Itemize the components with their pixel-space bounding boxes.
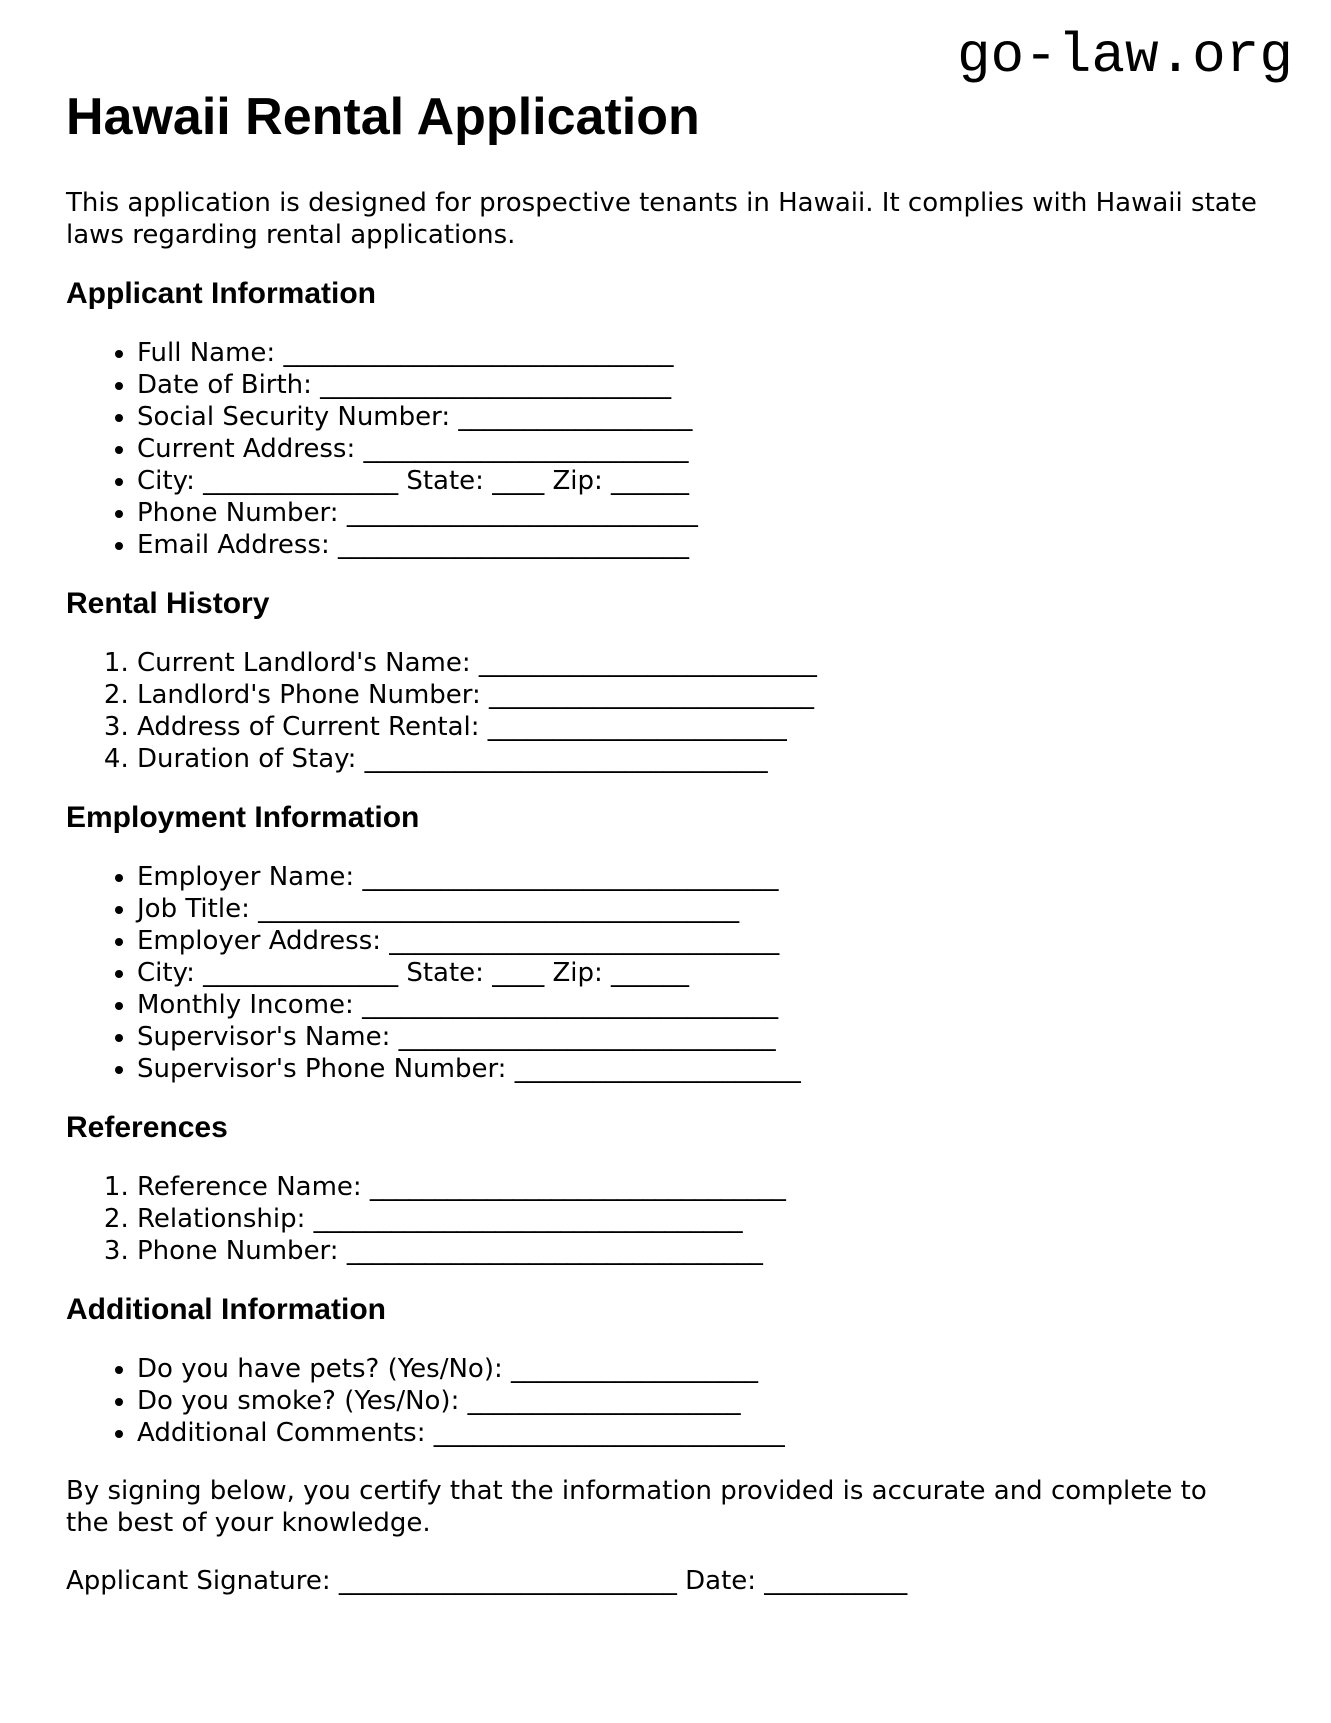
intro-paragraph <box>66 187 1293 251</box>
field-additional-comments: • Additional Comments: ___________________________ <box>137 1417 1293 1449</box>
field-date-of-birth: • Date of Birth: ___________________________ <box>137 369 1293 401</box>
rental-history-list <box>66 647 1293 775</box>
applicant-information-list <box>66 337 1293 561</box>
page-title: Hawaii Rental Application <box>66 88 700 146</box>
certification-paragraph <box>66 1475 1293 1539</box>
field-city-state-zip: • City: _______________ State: ____ Zip: ______ <box>137 465 1293 497</box>
section-applicant-information <box>66 277 1293 561</box>
field-job-title: • Job Title: _____________________________________ <box>137 893 1293 925</box>
field-supervisors-phone-number: • Supervisor's Phone Number: ______________________ <box>137 1053 1293 1085</box>
employment-information-list <box>66 861 1293 1085</box>
section-heading-additional-information: Additional Information <box>66 1293 386 1326</box>
section-employment-information <box>66 801 1293 1085</box>
section-references <box>66 1111 1293 1267</box>
intro-line-2: laws regarding rental applications. <box>66 220 516 250</box>
signature-line: Applicant Signature: __________________________ Date: ___________ <box>66 1566 908 1596</box>
section-heading-employment-information: Employment Information <box>66 801 420 834</box>
field-current-address: • Current Address: _________________________ <box>137 433 1293 465</box>
field-duration-of-stay: 4. Duration of Stay: _______________________________ <box>137 743 1293 775</box>
intro-line-1: This application is designed for prospective tenants in Hawaii. It complies with Hawaii state <box>66 188 1257 218</box>
references-list <box>66 1171 1293 1267</box>
field-current-landlords-name: 1. Current Landlord's Name: __________________________ <box>137 647 1293 679</box>
site-logo: go-law.org <box>956 24 1293 88</box>
section-heading-rental-history: Rental History <box>66 587 270 620</box>
field-landlords-phone-number: 2. Landlord's Phone Number: _________________________ <box>137 679 1293 711</box>
field-employer-address: • Employer Address: ______________________________ <box>137 925 1293 957</box>
certification-line-2: the best of your knowledge. <box>66 1508 431 1538</box>
field-reference-phone-number: 3. Phone Number: ________________________________ <box>137 1235 1293 1267</box>
section-heading-applicant-information: Applicant Information <box>66 277 376 310</box>
field-full-name: • Full Name: ______________________________ <box>137 337 1293 369</box>
field-relationship: 2. Relationship: _________________________________ <box>137 1203 1293 1235</box>
field-address-of-current-rental: 3. Address of Current Rental: _______________________ <box>137 711 1293 743</box>
additional-information-list <box>66 1353 1293 1449</box>
section-heading-references: References <box>66 1111 228 1144</box>
field-social-security-number: • Social Security Number: __________________ <box>137 401 1293 433</box>
field-have-pets: • Do you have pets? (Yes/No): ___________________ <box>137 1353 1293 1385</box>
certification-line-1: By signing below, you certify that the information provided is accurate and complete to <box>66 1476 1207 1506</box>
field-supervisors-name: • Supervisor's Name: _____________________________ <box>137 1021 1293 1053</box>
field-smoke: • Do you smoke? (Yes/No): _____________________ <box>137 1385 1293 1417</box>
field-reference-name: 1. Reference Name: ________________________________ <box>137 1171 1293 1203</box>
field-phone-number: • Phone Number: ___________________________ <box>137 497 1293 529</box>
section-additional-information <box>66 1293 1293 1449</box>
section-rental-history <box>66 587 1293 775</box>
field-employer-city-state-zip: • City: _______________ State: ____ Zip: ______ <box>137 957 1293 989</box>
field-monthly-income: • Monthly Income: ________________________________ <box>137 989 1293 1021</box>
field-email-address: • Email Address: ___________________________ <box>137 529 1293 561</box>
field-employer-name: • Employer Name: ________________________________ <box>137 861 1293 893</box>
